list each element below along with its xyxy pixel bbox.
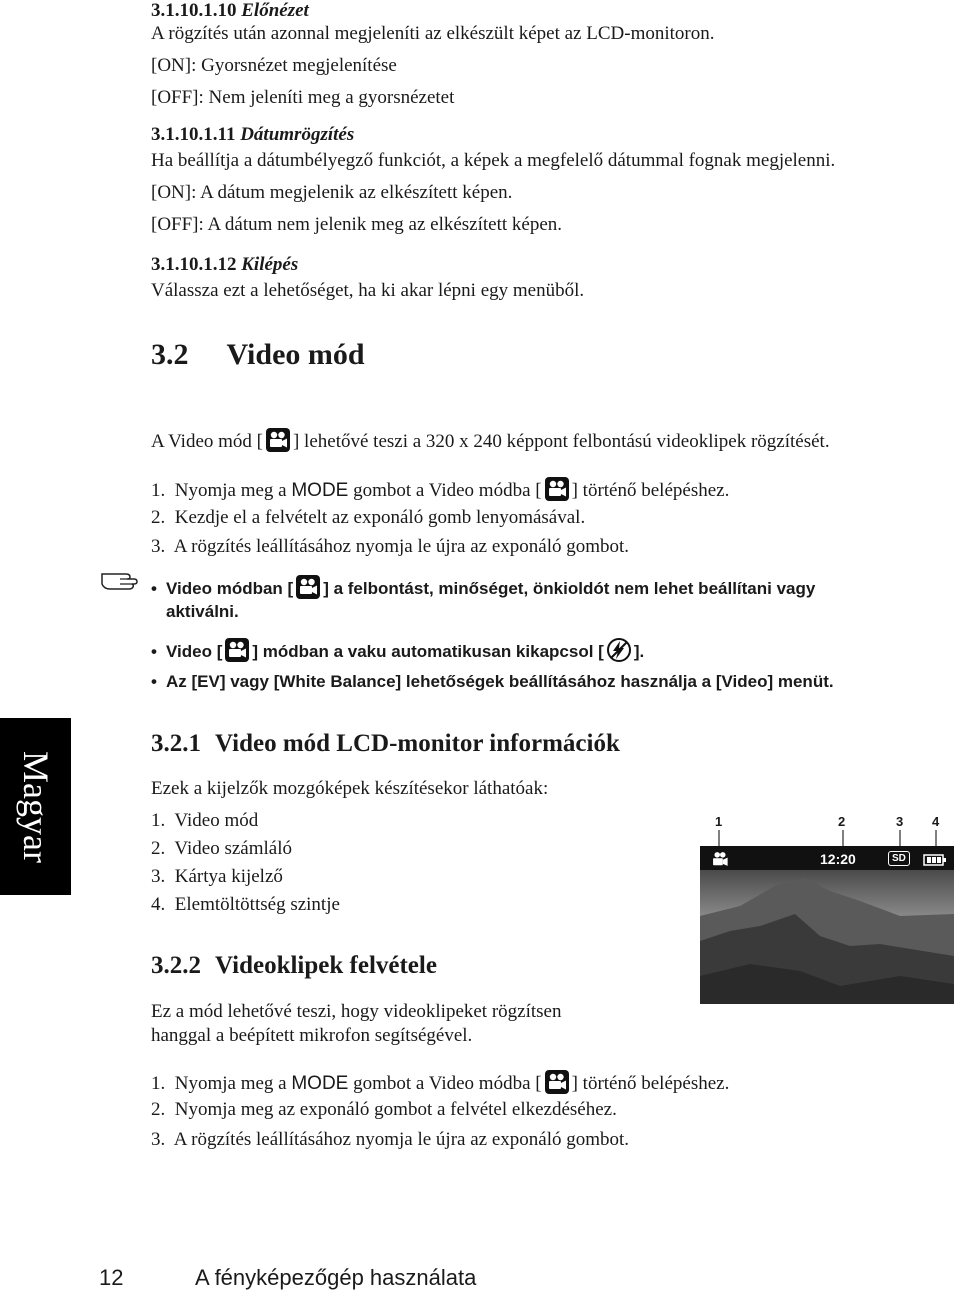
paragraph: [ON]: Gyorsnézet megjelenítése (151, 55, 397, 76)
bullet-icon: • (151, 642, 157, 661)
step-number: 3. (151, 536, 166, 557)
lcd-screen-preview (700, 846, 954, 1004)
text: A Video mód [ (151, 431, 263, 452)
text: Nyomja meg az exponáló gombot a felvétel elkezdéséhez. (174, 1099, 617, 1120)
language-side-tab (0, 718, 71, 895)
video-counter: 12:20 (820, 851, 856, 867)
paragraph: Ha beállítja a dátumbélyegző funkciót, a képek a megfelelő dátummal fognak megjelenni. (151, 150, 836, 171)
lcd-item-3 (151, 866, 283, 888)
lcd-item-1 (151, 810, 258, 832)
lcd-item-4 (151, 894, 340, 916)
note-3 (151, 671, 834, 693)
step-number: 2. (151, 507, 166, 528)
subsection-title: Kilépés (241, 254, 299, 275)
text: ] módban a vaku automatikusan kikapcsol [ (252, 642, 604, 661)
subsection-number: 3.1.10.1.10 (151, 0, 237, 21)
footer-title: A fényképezőgép használata (195, 1265, 477, 1290)
note-1-continuation: aktiválni. (166, 602, 239, 621)
text: A rögzítés leállításához nyomja le újra az exponáló gombot. (173, 536, 630, 557)
page-number: 12 (99, 1265, 124, 1290)
text: gombot a Video módba [ (348, 1073, 542, 1094)
heading-number: 3.2 (151, 338, 189, 371)
text: gombot a Video módba [ (348, 480, 542, 501)
heading-title: Video mód LCD-monitor információk (215, 730, 620, 757)
note-2 (151, 637, 644, 663)
subsection-title-exit (151, 254, 298, 276)
item-number: 1. (151, 810, 166, 831)
text: ] történő belépéshez. (571, 480, 730, 501)
video-camera-icon (265, 427, 291, 453)
subsection-title-date (151, 124, 354, 146)
bullet-icon: • (151, 672, 157, 691)
note-1 (151, 574, 815, 600)
bullet-icon: • (151, 579, 157, 598)
paragraph: A rögzítés után azonnal megjeleníti az elkészült képet az LCD-monitoron. (151, 23, 715, 44)
item-number: 3. (151, 866, 166, 887)
heading-number: 3.2.1 (151, 730, 201, 757)
callout-2: 2 (838, 814, 846, 829)
text: Elemtöltöttség szintje (174, 894, 340, 915)
lcd-item-2 (151, 838, 292, 860)
text: Video módban [ (166, 579, 294, 598)
clips-intro-2: hanggal a beépített mikrofon segítségével. (151, 1025, 473, 1046)
subsection-number: 3.1.10.1.11 (151, 124, 236, 145)
section-heading-clips (151, 952, 437, 980)
text: Kártya kijelző (174, 866, 283, 887)
battery-level-icon (923, 853, 947, 871)
video-camera-icon (544, 476, 570, 502)
pointing-hand-note-icon (100, 566, 144, 592)
item-number: 4. (151, 894, 166, 915)
section-heading-lcd (151, 730, 620, 758)
item-number: 2. (151, 838, 166, 859)
video-step-2 (151, 507, 585, 529)
side-tab-label: Magyar (15, 750, 56, 863)
clips-step-3 (151, 1129, 629, 1151)
subsection-title: Előnézet (241, 0, 309, 21)
heading-title: Video mód (226, 338, 365, 371)
text: Video mód (174, 810, 259, 831)
step-number: 3. (151, 1129, 166, 1150)
subsection-title: Dátumrögzítés (240, 124, 355, 145)
text: ] történő belépéshez. (571, 1073, 730, 1094)
step-number: 1. (151, 1073, 166, 1094)
callout-4: 4 (932, 814, 940, 829)
heading-title: Videoklipek felvétele (215, 952, 437, 979)
text: Video számláló (174, 838, 292, 859)
clips-step-2 (151, 1099, 617, 1121)
video-intro (151, 427, 830, 453)
step-number: 1. (151, 480, 166, 501)
text: ] lehetővé teszi a 320 x 240 képpont felbontású videoklipek rögzítését. (292, 431, 830, 452)
subsection-title-preview (151, 0, 309, 22)
video-mode-screen-icon (709, 850, 731, 873)
text: A rögzítés leállításához nyomja le újra az exponáló gombot. (173, 1129, 630, 1150)
text: Nyomja meg a (174, 480, 292, 501)
callout-lines (700, 830, 954, 846)
heading-number: 3.2.2 (151, 952, 201, 979)
subsection-number: 3.1.10.1.12 (151, 254, 237, 275)
text: Az [EV] vagy [White Balance] lehetőségek beállításához használja a [Video] menüt. (166, 672, 834, 691)
paragraph: [OFF]: Nem jeleníti meg a gyorsnézetet (151, 87, 455, 108)
clips-intro-1: Ez a mód lehetővé teszi, hogy videoklipeket rögzítsen (151, 1001, 562, 1022)
text: ]. (633, 642, 645, 661)
flash-off-icon (606, 637, 632, 663)
mode-button-label: MODE (291, 480, 349, 501)
video-camera-icon (544, 1069, 570, 1095)
sd-card-indicator: SD (888, 851, 910, 866)
text: Video [ (166, 642, 223, 661)
paragraph: [OFF]: A dátum nem jelenik meg az elkészített képen. (151, 214, 563, 235)
paragraph: Válassza ezt a lehetőséget, ha ki akar lépni egy menüből. (151, 280, 585, 301)
text: ] a felbontást, minőséget, önkioldót nem lehet beállítani vagy (323, 579, 816, 598)
callout-3: 3 (896, 814, 904, 829)
lcd-intro: Ezek a kijelzők mozgóképek készítésekor láthatóak: (151, 778, 549, 799)
video-camera-icon (224, 637, 250, 663)
paragraph: [ON]: A dátum megjelenik az elkészített képen. (151, 182, 513, 203)
section-heading-video (151, 338, 365, 372)
mountain-landscape-image (700, 846, 954, 1004)
callout-1: 1 (715, 814, 723, 829)
step-number: 2. (151, 1099, 166, 1120)
text: Kezdje el a felvételt az exponáló gomb lenyomásával. (174, 507, 586, 528)
video-step-1 (151, 476, 729, 502)
video-camera-icon (295, 574, 321, 600)
clips-step-1 (151, 1069, 729, 1095)
mode-button-label: MODE (291, 1073, 349, 1094)
text: Nyomja meg a (174, 1073, 292, 1094)
video-step-3 (151, 536, 629, 558)
